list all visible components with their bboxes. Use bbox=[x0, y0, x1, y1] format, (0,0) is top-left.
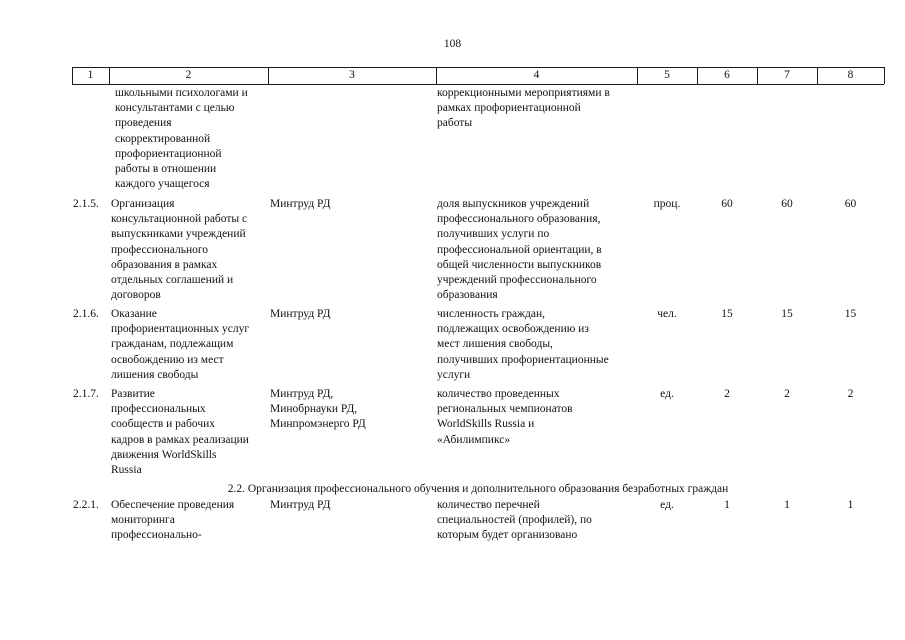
measure-name: Организация консультационной работы с выпускниками учреждений профессионального образования в рамках отдельных соглашений и договоров bbox=[111, 198, 248, 302]
unit: проц. bbox=[653, 198, 681, 210]
measure-name: школьными психологами и консультантами с целью проведения скорректированной профориентационной работы в отношении каждого учащегося bbox=[115, 87, 248, 191]
header-col-4: 4 bbox=[533, 69, 540, 81]
value-col-7: 60 bbox=[781, 198, 793, 210]
indicator-text: количество проведенных региональных чемпионатов WorldSkills Russia и «Абилимпикс» bbox=[437, 388, 573, 446]
header-divider bbox=[884, 67, 885, 84]
header-col-7: 7 bbox=[784, 69, 790, 81]
value-col-7: 2 bbox=[784, 388, 790, 400]
executor: Минтруд РД bbox=[270, 308, 331, 320]
indicator-text: численность граждан, подлежащих освобождению из мест лишения свободы, получивших профориентационные услуги bbox=[437, 308, 609, 381]
value-col-7: 15 bbox=[781, 308, 793, 320]
measure-name: Обеспечение проведения мониторинга профессионально- bbox=[111, 499, 235, 542]
indicator-text: количество перечней специальностей (профилей), по которым будет организовано bbox=[437, 499, 592, 542]
value-col-6: 2 bbox=[724, 388, 730, 400]
row-number: 2.1.6. bbox=[73, 308, 99, 320]
indicator-text: коррекционными мероприятиями в рамках профориентационной работы bbox=[437, 87, 610, 130]
measure-name: Развитие профессиональных сообществ и рабочих кадров в рамках реализации движения WorldSkills Russia bbox=[111, 388, 249, 477]
value-col-8: 2 bbox=[847, 388, 854, 400]
executor: Минтруд РД, Минобрнауки РД, Минпромэнерго РД bbox=[270, 388, 366, 431]
unit: ед. bbox=[660, 499, 674, 511]
value-col-8: 15 bbox=[844, 308, 857, 320]
page-number: 108 bbox=[443, 38, 462, 50]
header-col-5: 5 bbox=[664, 69, 670, 81]
indicator-text: доля выпускников учреждений профессионального образования, получивших услуги по профессиональной ориентации, в общей численности выпускников учреждений профессионального образования bbox=[437, 198, 602, 302]
executor: Минтруд РД bbox=[270, 499, 331, 511]
header-col-6: 6 bbox=[724, 69, 730, 81]
header-col-2: 2 bbox=[185, 69, 192, 81]
unit: чел. bbox=[657, 308, 677, 320]
header-bottom-rule bbox=[72, 84, 884, 85]
value-col-6: 15 bbox=[721, 308, 733, 320]
value-col-6: 1 bbox=[724, 499, 730, 511]
executor: Минтруд РД bbox=[270, 198, 331, 210]
value-col-7: 1 bbox=[784, 499, 790, 511]
value-col-8: 60 bbox=[844, 198, 857, 210]
header-col-1: 1 bbox=[87, 69, 94, 81]
row-number: 2.1.7. bbox=[73, 388, 99, 400]
header-col-3: 3 bbox=[349, 69, 355, 81]
header-col-8: 8 bbox=[847, 69, 854, 81]
section-heading: 2.2. Организация профессионального обучения и дополнительного образования безработных граждан bbox=[227, 483, 729, 495]
row-number: 2.2.1. bbox=[73, 499, 99, 511]
value-col-6: 60 bbox=[721, 198, 733, 210]
unit: ед. bbox=[660, 388, 674, 400]
value-col-8: 1 bbox=[847, 499, 854, 511]
measure-name: Оказание профориентационных услуг гражданам, подлежащим освобождению из мест лишения свободы bbox=[111, 308, 250, 381]
row-number: 2.1.5. bbox=[73, 198, 99, 210]
